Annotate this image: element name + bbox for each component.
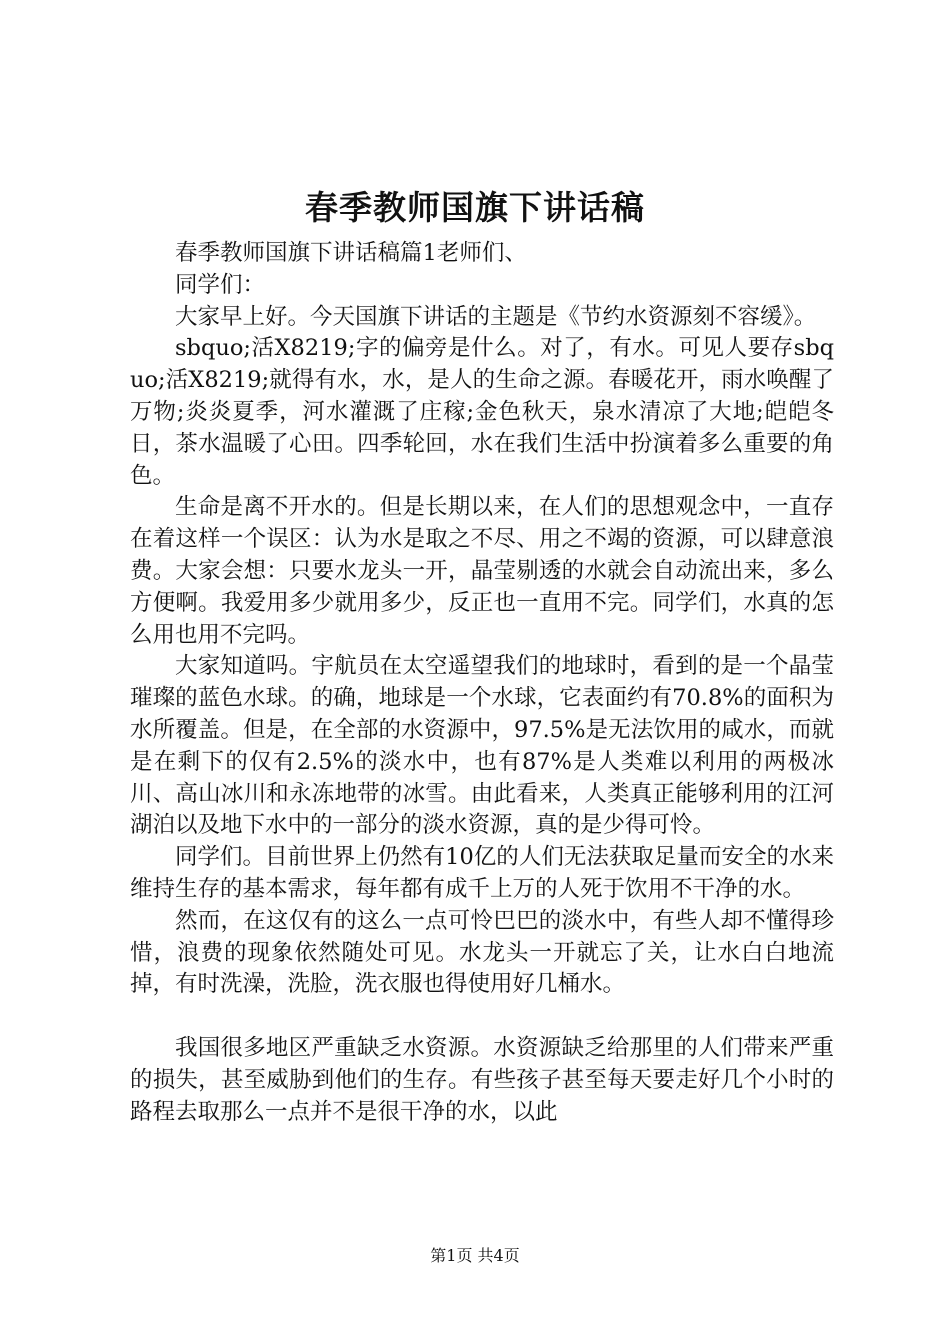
document-body [130,238,834,1128]
paragraph-salutation: 同学们： [175,271,266,298]
paragraph-misconception: 生命是离不开水的。但是长期以来，在人们的思想观念中，一直存在着这样一个误区：认为水是取之不尽、用之不竭的资源，可以肆意浪费。大家会想：只要水龙头一开，晶莹剔透的水就会自动流出来，多么方便啊。我爱用多少就用多少，反正也一直用不完。同学们，水真的怎么用也用不完吗。 [130,494,834,648]
paragraph-china-shortage: 我国很多地区严重缺乏水资源。水资源缺乏给那里的人们带来严重的损失，甚至威胁到他们的生存。有些孩子甚至每天要走好几个小时的路程去取那么一点并不是很干净的水，以此 [130,1034,834,1125]
paragraph-waste: 然而，在这仅有的这么一点可怜巴巴的淡水中，有些人却不懂得珍惜，浪费的现象依然随处可见。水龙头一开就忘了关，让水白白地流掉，有时洗澡，洗脸，洗衣服也得使用好几桶水。 [130,907,834,998]
paragraph-greeting: 大家早上好。今天国旗下讲话的主题是《节约水资源刻不容缓》。 [175,303,817,330]
paragraph-water-radical: sbquo;活X8219;字的偏旁是什么。对了，有水。可见人要存sbquo;活X8219;就得有水，水，是人的生命之源。春暖花开，雨水唤醒了万物;炎炎夏季，河水灌溉了庄稼;金色秋天，泉水清凉了大地;皑皑冬日，茶水温暖了心田。四季轮回，水在我们生活中扮演着多么重要的角色。 [130,335,834,489]
page-footer: 第1页 共4页 [430,1246,520,1265]
paragraph-heading-line: 春季教师国旗下讲话稿篇1老师们、 [175,240,527,266]
paragraph-water-statistics: 大家知道吗。宇航员在太空遥望我们的地球时，看到的是一个晶莹璀璨的蓝色水球。的确，地球是一个水球，它表面约有70.8%的面积为水所覆盖。但是，在全部的水资源中，97.5%是无法饮用的咸水，而就是在剩下的仅有2.5%的淡水中，也有87%是人类难以利用的两极冰川、高山冰川和永冻地带的冰雪。由此看来，人类真正能够利用的江河湖泊以及地下水中的一部分的淡水资源，真的是少得可怜。 [130,653,834,839]
paragraph-world-situation: 同学们。目前世界上仍然有10亿的人们无法获取足量而安全的水来维持生存的基本需求，每年都有成千上万的人死于饮用不干净的水。 [130,844,834,902]
document-title: 春季教师国旗下讲话稿 [305,188,645,227]
